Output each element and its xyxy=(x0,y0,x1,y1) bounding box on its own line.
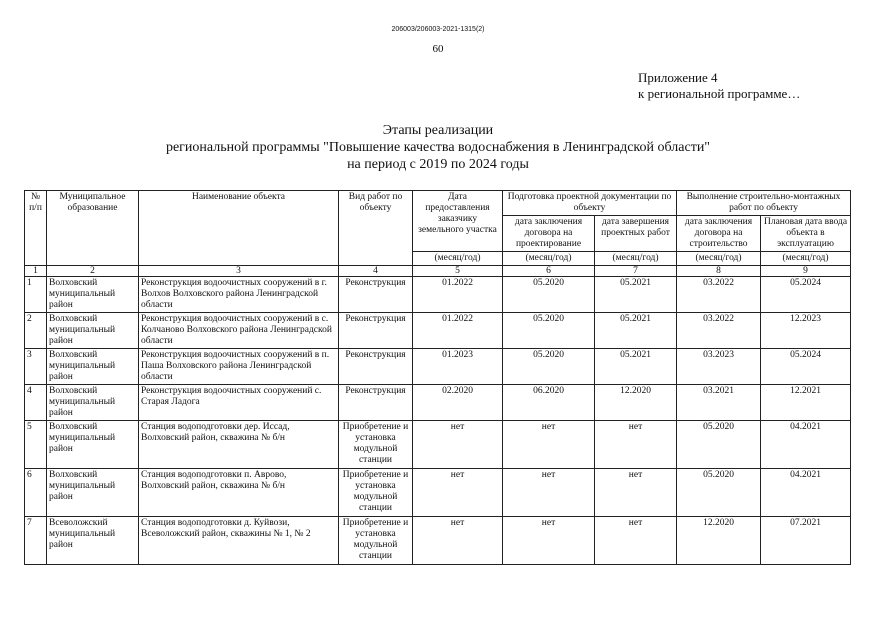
document-title xyxy=(0,122,876,173)
row-municipality: Волховский муниципальный район xyxy=(47,469,139,517)
column-number: 6 xyxy=(503,266,595,277)
table-row xyxy=(25,517,851,565)
row-construction-contract: 12.2020 xyxy=(677,517,761,565)
row-design-end: 05.2021 xyxy=(595,349,677,385)
row-land-date: 01.2022 xyxy=(413,313,503,349)
row-commissioning: 12.2021 xyxy=(761,385,851,421)
table-row xyxy=(25,349,851,385)
title-line-3: на период с 2019 по 2024 годы xyxy=(347,157,529,172)
title-line-1: Этапы реализации xyxy=(382,123,494,138)
row-design-end: нет xyxy=(595,517,677,565)
row-land-date: 02.2020 xyxy=(413,385,503,421)
row-object: Реконструкция водоочистных сооружений в г. Волхов Волховского района Ленинградской области xyxy=(139,277,339,313)
row-object: Станция водоподготовки п. Аврово, Волховский район, скважина № б/н xyxy=(139,469,339,517)
row-municipality: Волховский муниципальный район xyxy=(47,385,139,421)
row-number: 1 xyxy=(25,277,47,313)
column-number: 2 xyxy=(47,266,139,277)
row-construction-contract: 03.2022 xyxy=(677,313,761,349)
header-design-group: Подготовка проектной документации по объекту xyxy=(503,191,677,216)
row-number: 2 xyxy=(25,313,47,349)
row-object: Реконструкция водоочистных сооружений в с. Колчаново Волховского района Ленинградской области xyxy=(139,313,339,349)
page-number: 60 xyxy=(432,43,444,55)
row-work-type: Приобретение и установка модульной станции xyxy=(339,469,413,517)
unit-label: (месяц/год) xyxy=(595,252,677,266)
row-construction-contract: 03.2023 xyxy=(677,349,761,385)
row-land-date: 01.2022 xyxy=(413,277,503,313)
column-number: 7 xyxy=(595,266,677,277)
row-design-end: нет xyxy=(595,469,677,517)
row-construction-contract: 03.2021 xyxy=(677,385,761,421)
row-number: 3 xyxy=(25,349,47,385)
row-municipality: Волховский муниципальный район xyxy=(47,421,139,469)
row-design-contract: 05.2020 xyxy=(503,349,595,385)
row-municipality: Волховский муниципальный район xyxy=(47,349,139,385)
header-commissioning: Плановая дата ввода объекта в эксплуатацию xyxy=(761,216,851,252)
header-design-end: дата завершения проектных работ xyxy=(595,216,677,252)
row-number: 5 xyxy=(25,421,47,469)
table-row xyxy=(25,385,851,421)
row-number: 4 xyxy=(25,385,47,421)
column-number: 8 xyxy=(677,266,761,277)
table-row xyxy=(25,313,851,349)
row-commissioning: 05.2024 xyxy=(761,349,851,385)
row-construction-contract: 05.2020 xyxy=(677,469,761,517)
header-design-contract: дата заключения договора на проектирование xyxy=(503,216,595,252)
table-row xyxy=(25,469,851,517)
row-commissioning: 07.2021 xyxy=(761,517,851,565)
table-row xyxy=(25,421,851,469)
row-work-type: Приобретение и установка модульной станции xyxy=(339,421,413,469)
column-number: 5 xyxy=(413,266,503,277)
unit-label: (месяц/год) xyxy=(413,252,503,266)
row-design-end: 12.2020 xyxy=(595,385,677,421)
header-land-date: Дата предоставления заказчику земельного участка xyxy=(413,191,503,252)
row-object: Реконструкция водоочистных сооружений с. Старая Ладога xyxy=(139,385,339,421)
row-construction-contract: 03.2022 xyxy=(677,277,761,313)
row-design-contract: 05.2020 xyxy=(503,313,595,349)
row-design-end: 05.2021 xyxy=(595,277,677,313)
table-row xyxy=(25,277,851,313)
appendix-note xyxy=(638,70,800,102)
row-design-contract: 06.2020 xyxy=(503,385,595,421)
column-number: 3 xyxy=(139,266,339,277)
unit-label: (месяц/год) xyxy=(761,252,851,266)
column-number: 4 xyxy=(339,266,413,277)
row-commissioning: 05.2024 xyxy=(761,277,851,313)
row-commissioning: 12.2023 xyxy=(761,313,851,349)
row-design-end: 05.2021 xyxy=(595,313,677,349)
row-design-contract: нет xyxy=(503,517,595,565)
unit-label: (месяц/год) xyxy=(677,252,761,266)
stages-table xyxy=(24,190,851,565)
row-municipality: Волховский муниципальный район xyxy=(47,277,139,313)
row-work-type: Приобретение и установка модульной станции xyxy=(339,517,413,565)
row-object: Станция водоподготовки дер. Иссад, Волховский район, скважина № б/н xyxy=(139,421,339,469)
row-commissioning: 04.2021 xyxy=(761,421,851,469)
row-land-date: нет xyxy=(413,469,503,517)
row-municipality: Волховский муниципальный район xyxy=(47,313,139,349)
header-work-type: Вид работ по объекту xyxy=(339,191,413,266)
row-work-type: Реконструкция xyxy=(339,277,413,313)
appendix-line-2: к региональной программе… xyxy=(638,86,801,101)
row-design-contract: нет xyxy=(503,469,595,517)
header-construction-group: Выполнение строительно-монтажных работ по объекту xyxy=(677,191,851,216)
row-number: 6 xyxy=(25,469,47,517)
row-object: Реконструкция водоочистных сооружений в п. Паша Волховского района Ленинградской области xyxy=(139,349,339,385)
row-municipality: Всеволожский муниципальный район xyxy=(47,517,139,565)
column-number: 1 xyxy=(25,266,47,277)
row-work-type: Реконструкция xyxy=(339,385,413,421)
column-number: 9 xyxy=(761,266,851,277)
header-construction-contract: дата заключения договора на строительство xyxy=(677,216,761,252)
row-work-type: Реконструкция xyxy=(339,313,413,349)
row-design-contract: 05.2020 xyxy=(503,277,595,313)
document-code: 206003/206003-2021-1315(2) xyxy=(391,26,485,33)
row-object: Станция водоподготовки д. Куйвози, Всеволожский район, скважины № 1, № 2 xyxy=(139,517,339,565)
row-commissioning: 04.2021 xyxy=(761,469,851,517)
appendix-line-1: Приложение 4 xyxy=(638,70,718,85)
row-land-date: 01.2023 xyxy=(413,349,503,385)
row-design-contract: нет xyxy=(503,421,595,469)
row-land-date: нет xyxy=(413,517,503,565)
row-construction-contract: 05.2020 xyxy=(677,421,761,469)
row-work-type: Реконструкция xyxy=(339,349,413,385)
row-land-date: нет xyxy=(413,421,503,469)
header-municipality: Муниципальное образование xyxy=(47,191,139,266)
title-line-2: региональной программы "Повышение качества водоснабжения в Ленинградской области" xyxy=(165,140,711,155)
row-number: 7 xyxy=(25,517,47,565)
header-object: Наименование объекта xyxy=(139,191,339,266)
row-design-end: нет xyxy=(595,421,677,469)
unit-label: (месяц/год) xyxy=(503,252,595,266)
header-num: № п/п xyxy=(25,191,47,266)
